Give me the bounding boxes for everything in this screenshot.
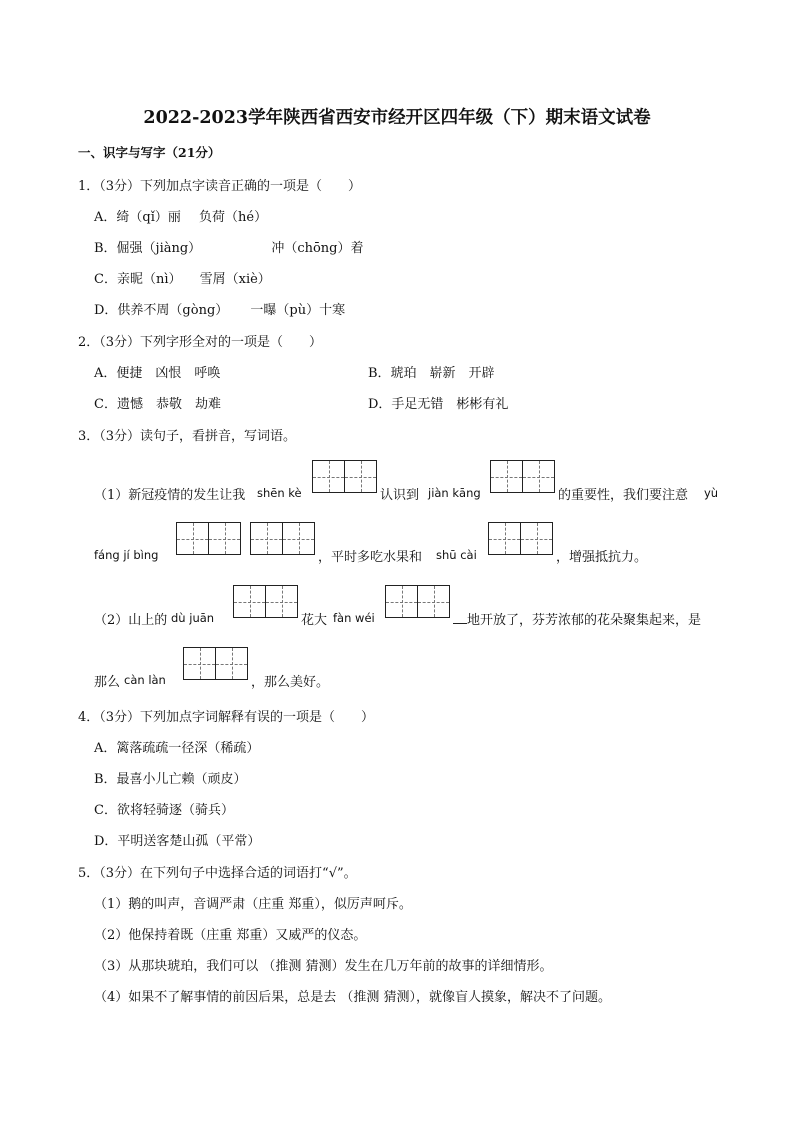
q1-option-c[interactable] xyxy=(94,268,271,287)
q3-pinyin-yu: yù xyxy=(704,486,719,500)
answer-box-canlan[interactable] xyxy=(183,647,248,680)
q3-s1-text-b: 认识到 xyxy=(380,488,420,503)
q1-option-a-part2: 负荷（hé） xyxy=(199,210,268,225)
q1-option-d-part2: 一曝（pù）十寒 xyxy=(250,303,346,318)
q1-option-b-part1: B．倔强（jiàng） xyxy=(94,241,202,256)
underline-blank xyxy=(453,623,467,624)
q2-option-d[interactable]: D．手足无错 彬彬有礼 xyxy=(368,397,509,412)
question-3-stem: 3．（3分）读句子，看拼音，写词语。 xyxy=(78,429,297,444)
q4-option-b[interactable]: B．最喜小儿亡赖（顽皮） xyxy=(94,772,247,787)
q3-s2-text-c xyxy=(453,609,701,628)
answer-box-jibing[interactable] xyxy=(250,522,315,555)
q1-option-c-part1: C．亲昵（nì） xyxy=(94,272,182,287)
q4-option-c[interactable]: C．欲将轻骑逐（骑兵） xyxy=(94,803,234,818)
q4-option-a[interactable]: A．篱落疏疏一径深（稀疏） xyxy=(94,741,260,756)
question-1-stem: 1．（3分）下列加点字读音正确的一项是（ ） xyxy=(78,179,362,194)
q3-pinyin-canlan: càn làn xyxy=(124,673,166,687)
answer-box-fanwei[interactable] xyxy=(385,585,450,618)
answer-box-shucai[interactable] xyxy=(488,522,553,555)
q2-option-c[interactable]: C．遗憾 恭敬 劫难 xyxy=(94,397,221,412)
q1-option-b[interactable] xyxy=(94,237,364,256)
q5-sentence-3[interactable]: （3）从那块琥珀，我们可以 （推测 猜测）发生在几万年前的故事的详细情形。 xyxy=(94,959,553,974)
q1-option-d-part1: D．供养不周（gòng） xyxy=(94,303,229,318)
q2-option-b[interactable]: B．琥珀 崭新 开辟 xyxy=(368,366,495,381)
q3-pinyin-shenke: shēn kè xyxy=(257,486,302,500)
q3-s2-text-c-body: 地开放了，芬芳浓郁的花朵聚集起来，是 xyxy=(467,613,702,628)
q3-pinyin-fanwei: fàn wéi xyxy=(333,611,375,625)
q1-option-a-part1: A．绮（qǐ）丽 xyxy=(94,210,181,225)
q4-option-d[interactable]: D．平明送客楚山孤（平常） xyxy=(94,834,261,849)
q2-option-a[interactable]: A．便捷 凶恨 呼唤 xyxy=(94,366,221,381)
q5-sentence-2[interactable]: （2）他保持着既（庄重 郑重）又威严的仪态。 xyxy=(94,928,367,943)
q3-pinyin-shucai: shū cài xyxy=(436,548,477,562)
answer-box-shenke[interactable] xyxy=(312,460,377,493)
q1-option-a[interactable] xyxy=(94,206,267,225)
q3-s2-text-e: ，那么美好。 xyxy=(251,675,330,690)
q3-s2-text-d: 那么 xyxy=(94,675,121,690)
q3-s1-text-e: ，增强抵抗力。 xyxy=(556,550,648,565)
answer-box-dujuan[interactable] xyxy=(233,585,298,618)
question-5-stem: 5．（3分）在下列句子中选择合适的词语打“√”。 xyxy=(78,866,357,881)
answer-box-yufang[interactable] xyxy=(176,522,241,555)
answer-box-jiankang[interactable] xyxy=(490,460,555,493)
q5-sentence-1[interactable]: （1）鹅的叫声，音调严肃（庄重 郑重），似厉声呵斥。 xyxy=(94,897,412,912)
question-4-stem: 4．（3分）下列加点字词解释有误的一项是（ ） xyxy=(78,710,375,725)
q3-s1-text-c: 的重要性，我们要注意 xyxy=(558,488,689,503)
q3-s2-text-b: 花大 xyxy=(301,613,328,628)
page-title: 2022-2023学年陕西省西安市经开区四年级（下）期末语文试卷 xyxy=(143,108,651,128)
q1-option-b-part2: 冲（chōng）着 xyxy=(271,241,364,256)
q1-option-d[interactable] xyxy=(94,299,345,318)
q1-option-c-part2: 雪屑（xiè） xyxy=(199,272,271,287)
q3-pinyin-fangjibing: fáng jí bìng xyxy=(94,548,159,562)
q3-pinyin-dujuan: dù juān xyxy=(171,611,215,625)
q3-s1-text-a: （1）新冠疫情的发生让我 xyxy=(94,488,246,503)
q5-sentence-4[interactable]: （4）如果不了解事情的前因后果，总是去 （推测 猜测），就像盲人摸象，解决不了问题。 xyxy=(94,990,612,1005)
question-2-stem: 2．（3分）下列字形全对的一项是（ ） xyxy=(78,335,323,350)
q3-pinyin-jiankang: jiàn kāng xyxy=(428,486,481,500)
q3-s1-text-d: ，平时多吃水果和 xyxy=(318,550,423,565)
q3-s2-text-a: （2）山上的 xyxy=(94,613,168,628)
section-heading: 一、识字与写字（21分） xyxy=(78,145,221,160)
